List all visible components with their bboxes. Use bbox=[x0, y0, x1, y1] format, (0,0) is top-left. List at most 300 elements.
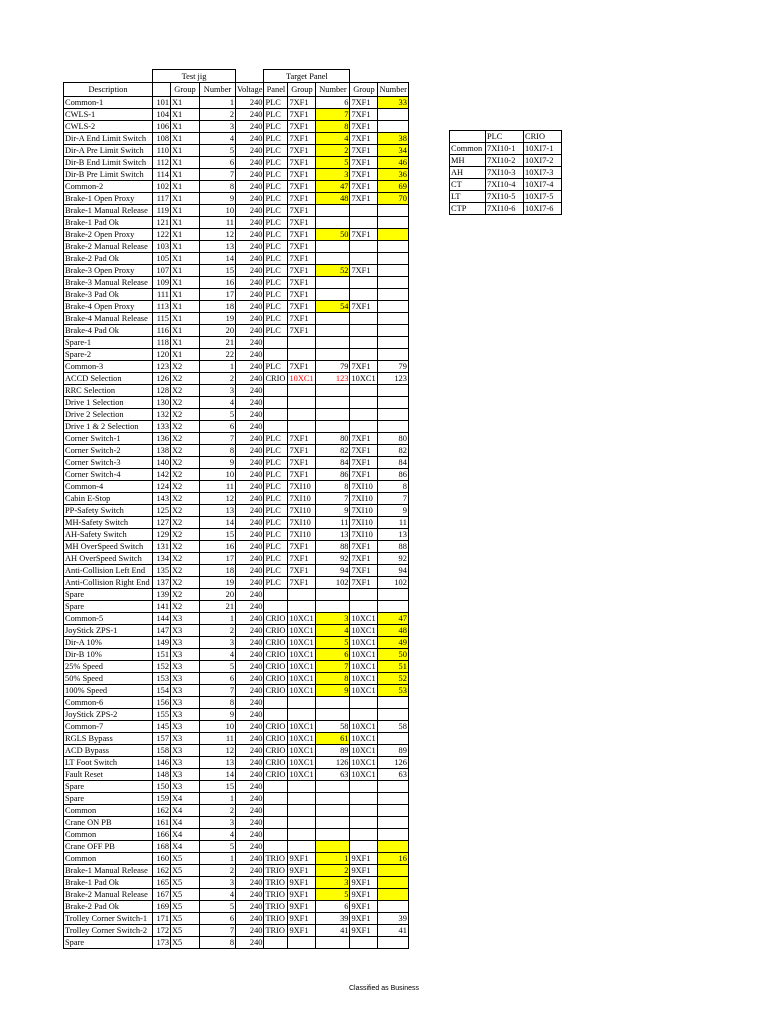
cell-group-2: 10XC1 bbox=[350, 649, 378, 661]
cell-panel: PLC bbox=[264, 205, 288, 217]
cell-voltage: 240 bbox=[236, 469, 264, 481]
cell-number: 12 bbox=[200, 745, 236, 757]
cell-panel: PLC bbox=[264, 289, 288, 301]
cell-voltage: 240 bbox=[236, 421, 264, 433]
cell-group: X4 bbox=[171, 805, 200, 817]
legend-value: 10XI7-2 bbox=[524, 155, 562, 167]
cell-group-2: 10XC1 bbox=[350, 625, 378, 637]
cell-terminal: 155 bbox=[153, 709, 171, 721]
cell-voltage: 240 bbox=[236, 553, 264, 565]
cell-group: X2 bbox=[171, 457, 200, 469]
cell-voltage: 240 bbox=[236, 253, 264, 265]
cell-voltage: 240 bbox=[236, 217, 264, 229]
table-row bbox=[64, 217, 409, 229]
cell-description: Trolley Corner Switch-1 bbox=[64, 913, 153, 925]
legend-row bbox=[450, 179, 562, 191]
cell-terminal: 106 bbox=[153, 121, 171, 133]
cell-terminal: 172 bbox=[153, 925, 171, 937]
cell-target-group bbox=[288, 937, 316, 949]
cell-terminal: 167 bbox=[153, 889, 171, 901]
table-row bbox=[64, 541, 409, 553]
cell-group-2 bbox=[350, 709, 378, 721]
table-row bbox=[64, 457, 409, 469]
cell-group: X5 bbox=[171, 865, 200, 877]
cell-target-group: 9XF1 bbox=[288, 913, 316, 925]
legend-value: 10XI7-5 bbox=[524, 191, 562, 203]
cell-number: 4 bbox=[200, 829, 236, 841]
cell-number-2: 47 bbox=[378, 613, 408, 625]
cell-group-2 bbox=[350, 589, 378, 601]
cell-number: 1 bbox=[200, 853, 236, 865]
cell-description: RGLS Bypass bbox=[64, 733, 153, 745]
cell-voltage: 240 bbox=[236, 865, 264, 877]
cell-description: Spare bbox=[64, 601, 153, 613]
cell-panel: CRIO bbox=[264, 769, 288, 781]
cell-panel bbox=[264, 589, 288, 601]
cell-voltage: 240 bbox=[236, 853, 264, 865]
cell-number-2: 41 bbox=[378, 925, 408, 937]
cell-terminal: 104 bbox=[153, 109, 171, 121]
cell-terminal: 156 bbox=[153, 697, 171, 709]
cell-terminal: 166 bbox=[153, 829, 171, 841]
cell-number: 7 bbox=[200, 169, 236, 181]
cell-group: X1 bbox=[171, 349, 200, 361]
cell-terminal: 150 bbox=[153, 781, 171, 793]
cell-target-number: 39 bbox=[316, 913, 350, 925]
cell-panel bbox=[264, 601, 288, 613]
cell-terminal: 142 bbox=[153, 469, 171, 481]
cell-voltage: 240 bbox=[236, 925, 264, 937]
cell-target-group: 9XF1 bbox=[288, 877, 316, 889]
cell-terminal: 108 bbox=[153, 133, 171, 145]
cell-number-2: 88 bbox=[378, 541, 408, 553]
cell-terminal: 160 bbox=[153, 853, 171, 865]
cell-target-group bbox=[288, 397, 316, 409]
cell-number: 2 bbox=[200, 865, 236, 877]
cell-target-group: 7XF1 bbox=[288, 445, 316, 457]
cell-description: AH OverSpeed Switch bbox=[64, 553, 153, 565]
cell-panel bbox=[264, 697, 288, 709]
table-row bbox=[64, 937, 409, 949]
cell-voltage: 240 bbox=[236, 637, 264, 649]
header-row-columns bbox=[64, 83, 409, 97]
cell-group: X5 bbox=[171, 877, 200, 889]
cell-group-2 bbox=[350, 349, 378, 361]
table-row bbox=[64, 625, 409, 637]
cell-group-2 bbox=[350, 793, 378, 805]
cell-number-2: 123 bbox=[378, 373, 408, 385]
cell-voltage: 240 bbox=[236, 673, 264, 685]
cell-description: Drive 1 Selection bbox=[64, 397, 153, 409]
cell-description: Drive 2 Selection bbox=[64, 409, 153, 421]
cell-target-number: 58 bbox=[316, 721, 350, 733]
cell-group-2: 9XF1 bbox=[350, 853, 378, 865]
cell-number: 10 bbox=[200, 721, 236, 733]
cell-voltage: 240 bbox=[236, 613, 264, 625]
cell-voltage: 240 bbox=[236, 385, 264, 397]
cell-number: 9 bbox=[200, 457, 236, 469]
cell-target-number bbox=[316, 697, 350, 709]
cell-target-group bbox=[288, 841, 316, 853]
cell-group-2: 7XI10 bbox=[350, 493, 378, 505]
cell-number: 2 bbox=[200, 625, 236, 637]
legend-label: MH bbox=[450, 155, 486, 167]
legend-row bbox=[450, 203, 562, 215]
cell-panel: CRIO bbox=[264, 625, 288, 637]
cell-target-group: 7XF1 bbox=[288, 577, 316, 589]
cell-terminal: 146 bbox=[153, 757, 171, 769]
cell-number: 9 bbox=[200, 709, 236, 721]
cell-target-group: 7XF1 bbox=[288, 241, 316, 253]
cell-voltage: 240 bbox=[236, 445, 264, 457]
cell-voltage: 240 bbox=[236, 877, 264, 889]
table-row bbox=[64, 925, 409, 937]
cell-number-2: 49 bbox=[378, 637, 408, 649]
cell-panel: PLC bbox=[264, 301, 288, 313]
cell-target-group: 7XF1 bbox=[288, 301, 316, 313]
cell-voltage: 240 bbox=[236, 937, 264, 949]
table-row bbox=[64, 361, 409, 373]
cell-target-group: 7XF1 bbox=[288, 289, 316, 301]
cell-number-2: 50 bbox=[378, 649, 408, 661]
legend-header-row bbox=[450, 131, 562, 143]
cell-panel: PLC bbox=[264, 265, 288, 277]
cell-description: Brake-4 Pad Ok bbox=[64, 325, 153, 337]
cell-panel: PLC bbox=[264, 457, 288, 469]
cell-description: 100% Speed bbox=[64, 685, 153, 697]
cell-voltage: 240 bbox=[236, 433, 264, 445]
cell-description: Brake-3 Open Proxy bbox=[64, 265, 153, 277]
cell-number: 3 bbox=[200, 637, 236, 649]
table-row bbox=[64, 697, 409, 709]
cell-group: X3 bbox=[171, 637, 200, 649]
cell-target-number: 7 bbox=[316, 109, 350, 121]
cell-number-2: 82 bbox=[378, 445, 408, 457]
cell-number-2: 16 bbox=[378, 853, 408, 865]
cell-voltage: 240 bbox=[236, 109, 264, 121]
cell-number: 7 bbox=[200, 685, 236, 697]
cell-number-2 bbox=[378, 805, 408, 817]
cell-terminal: 110 bbox=[153, 145, 171, 157]
cell-number: 6 bbox=[200, 421, 236, 433]
cell-panel: TRIO bbox=[264, 889, 288, 901]
cell-description: Common bbox=[64, 805, 153, 817]
cell-target-group: 7XI10 bbox=[288, 529, 316, 541]
cell-group: X5 bbox=[171, 853, 200, 865]
table-row bbox=[64, 277, 409, 289]
cell-group: X1 bbox=[171, 181, 200, 193]
cell-number-2 bbox=[378, 817, 408, 829]
cell-group-2: 7XF1 bbox=[350, 193, 378, 205]
legend-value: 10XI7-1 bbox=[524, 143, 562, 155]
table-row bbox=[64, 241, 409, 253]
cell-panel: PLC bbox=[264, 445, 288, 457]
cell-terminal: 101 bbox=[153, 97, 171, 109]
cell-number-2 bbox=[378, 349, 408, 361]
cell-description: Common-3 bbox=[64, 361, 153, 373]
table-row bbox=[64, 649, 409, 661]
table-row bbox=[64, 613, 409, 625]
table-row bbox=[64, 145, 409, 157]
cell-voltage: 240 bbox=[236, 769, 264, 781]
table-row bbox=[64, 577, 409, 589]
cell-target-number: 79 bbox=[316, 361, 350, 373]
cell-number-2: 33 bbox=[378, 97, 408, 109]
cell-number-2 bbox=[378, 841, 408, 853]
cell-number-2 bbox=[378, 781, 408, 793]
cell-target-group: 7XF1 bbox=[288, 553, 316, 565]
cell-number: 2 bbox=[200, 805, 236, 817]
cell-terminal: 171 bbox=[153, 913, 171, 925]
cell-group: X2 bbox=[171, 445, 200, 457]
cell-target-group: 10XC1 bbox=[288, 673, 316, 685]
cell-target-group: 7XF1 bbox=[288, 229, 316, 241]
cell-group-2 bbox=[350, 325, 378, 337]
cell-terminal: 159 bbox=[153, 793, 171, 805]
cell-target-group: 7XF1 bbox=[288, 157, 316, 169]
cell-group-2 bbox=[350, 337, 378, 349]
cell-panel: PLC bbox=[264, 145, 288, 157]
cell-target-group: 7XF1 bbox=[288, 97, 316, 109]
table-row bbox=[64, 205, 409, 217]
cell-target-number: 80 bbox=[316, 433, 350, 445]
cell-panel: PLC bbox=[264, 541, 288, 553]
cell-target-number bbox=[316, 253, 350, 265]
table-row bbox=[64, 313, 409, 325]
cell-description: JoyStick ZPS-1 bbox=[64, 625, 153, 637]
cell-voltage: 240 bbox=[236, 805, 264, 817]
cell-target-number: 8 bbox=[316, 673, 350, 685]
cell-target-number: 2 bbox=[316, 865, 350, 877]
cell-group: X4 bbox=[171, 841, 200, 853]
cell-description: Fault Reset bbox=[64, 769, 153, 781]
cell-number-2 bbox=[378, 385, 408, 397]
cell-voltage: 240 bbox=[236, 181, 264, 193]
cell-number-2 bbox=[378, 253, 408, 265]
cell-target-group: 7XI10 bbox=[288, 517, 316, 529]
cell-target-number: 8 bbox=[316, 121, 350, 133]
cell-target-number bbox=[316, 937, 350, 949]
cell-group-2: 10XC1 bbox=[350, 373, 378, 385]
cell-target-number: 5 bbox=[316, 637, 350, 649]
cell-number: 22 bbox=[200, 349, 236, 361]
cell-number-2 bbox=[378, 409, 408, 421]
cell-terminal: 148 bbox=[153, 769, 171, 781]
cell-group: X1 bbox=[171, 265, 200, 277]
cell-number: 10 bbox=[200, 469, 236, 481]
cell-panel: PLC bbox=[264, 361, 288, 373]
cell-panel: TRIO bbox=[264, 877, 288, 889]
cell-group-2 bbox=[350, 817, 378, 829]
cell-target-number bbox=[316, 409, 350, 421]
cell-number-2 bbox=[378, 829, 408, 841]
cell-group: X1 bbox=[171, 157, 200, 169]
cell-target-number: 54 bbox=[316, 301, 350, 313]
cell-number-2: 36 bbox=[378, 169, 408, 181]
cell-terminal: 121 bbox=[153, 217, 171, 229]
cell-panel bbox=[264, 937, 288, 949]
cell-number: 14 bbox=[200, 253, 236, 265]
cell-number-2 bbox=[378, 205, 408, 217]
cell-target-number bbox=[316, 325, 350, 337]
table-row bbox=[64, 901, 409, 913]
cell-voltage: 240 bbox=[236, 517, 264, 529]
io-mapping-table bbox=[63, 69, 409, 949]
cell-group-2: 10XC1 bbox=[350, 721, 378, 733]
cell-terminal: 162 bbox=[153, 805, 171, 817]
cell-panel: TRIO bbox=[264, 865, 288, 877]
classification-footer: Classified as Business bbox=[348, 985, 420, 992]
legend-label: LT bbox=[450, 191, 486, 203]
table-row bbox=[64, 637, 409, 649]
cell-group-2: 7XI10 bbox=[350, 529, 378, 541]
cell-number: 3 bbox=[200, 877, 236, 889]
table-row bbox=[64, 121, 409, 133]
table-row bbox=[64, 817, 409, 829]
table-row bbox=[64, 373, 409, 385]
cell-number: 17 bbox=[200, 289, 236, 301]
cell-target-group bbox=[288, 589, 316, 601]
cell-voltage: 240 bbox=[236, 757, 264, 769]
cell-voltage: 240 bbox=[236, 601, 264, 613]
cell-number: 15 bbox=[200, 781, 236, 793]
cell-group-2: 7XF1 bbox=[350, 361, 378, 373]
cell-voltage: 240 bbox=[236, 841, 264, 853]
cell-terminal: 102 bbox=[153, 181, 171, 193]
cell-panel: CRIO bbox=[264, 673, 288, 685]
cell-voltage: 240 bbox=[236, 481, 264, 493]
cell-number: 5 bbox=[200, 661, 236, 673]
cell-group-2: 10XC1 bbox=[350, 673, 378, 685]
cell-target-number bbox=[316, 781, 350, 793]
cell-group: X2 bbox=[171, 397, 200, 409]
cell-terminal: 136 bbox=[153, 433, 171, 445]
cell-group: X2 bbox=[171, 565, 200, 577]
cell-panel bbox=[264, 385, 288, 397]
cell-group: X2 bbox=[171, 469, 200, 481]
cell-group: X2 bbox=[171, 601, 200, 613]
cell-description: 25% Speed bbox=[64, 661, 153, 673]
cell-description: Brake-2 Manual Release bbox=[64, 241, 153, 253]
cell-target-number: 8 bbox=[316, 481, 350, 493]
cell-group: X2 bbox=[171, 493, 200, 505]
cell-panel: PLC bbox=[264, 529, 288, 541]
table-row bbox=[64, 769, 409, 781]
cell-target-group bbox=[288, 817, 316, 829]
cell-group-2: 7XF1 bbox=[350, 577, 378, 589]
cell-target-number: 9 bbox=[316, 685, 350, 697]
cell-number: 20 bbox=[200, 325, 236, 337]
cell-number: 13 bbox=[200, 241, 236, 253]
table-row bbox=[64, 589, 409, 601]
cell-group-2 bbox=[350, 697, 378, 709]
cell-terminal: 173 bbox=[153, 937, 171, 949]
cell-group-2: 9XF1 bbox=[350, 913, 378, 925]
cell-group: X1 bbox=[171, 169, 200, 181]
cell-terminal: 124 bbox=[153, 481, 171, 493]
cell-group: X2 bbox=[171, 421, 200, 433]
cell-group-2: 7XF1 bbox=[350, 469, 378, 481]
cell-terminal: 137 bbox=[153, 577, 171, 589]
cell-panel: PLC bbox=[264, 157, 288, 169]
cell-target-number bbox=[316, 709, 350, 721]
legend-label: Common bbox=[450, 143, 486, 155]
col-target-number: Number bbox=[316, 83, 350, 97]
cell-voltage: 240 bbox=[236, 265, 264, 277]
cell-terminal: 122 bbox=[153, 229, 171, 241]
cell-number-2: 70 bbox=[378, 193, 408, 205]
cell-terminal: 107 bbox=[153, 265, 171, 277]
cell-group: X2 bbox=[171, 553, 200, 565]
cell-group: X1 bbox=[171, 241, 200, 253]
cell-description: Anti-Collision Left End bbox=[64, 565, 153, 577]
cell-voltage: 240 bbox=[236, 589, 264, 601]
cell-group-2: 7XF1 bbox=[350, 145, 378, 157]
cell-terminal: 105 bbox=[153, 253, 171, 265]
cell-number-2 bbox=[378, 709, 408, 721]
legend-value: 7XI10-6 bbox=[486, 203, 524, 215]
cell-target-number: 63 bbox=[316, 769, 350, 781]
cell-target-group: 9XF1 bbox=[288, 901, 316, 913]
legend-label: CTP bbox=[450, 203, 486, 215]
cell-number: 6 bbox=[200, 673, 236, 685]
table-row bbox=[64, 301, 409, 313]
cell-target-group: 7XF1 bbox=[288, 361, 316, 373]
cell-group-2: 10XC1 bbox=[350, 613, 378, 625]
cell-voltage: 240 bbox=[236, 133, 264, 145]
cell-target-group: 10XC1 bbox=[288, 625, 316, 637]
cell-group-2 bbox=[350, 253, 378, 265]
cell-number-2 bbox=[378, 793, 408, 805]
cell-target-group: 10XC1 bbox=[288, 733, 316, 745]
cell-number-2 bbox=[378, 241, 408, 253]
cell-number: 7 bbox=[200, 925, 236, 937]
cell-group-2 bbox=[350, 205, 378, 217]
cell-target-number bbox=[316, 205, 350, 217]
cell-description: Common-7 bbox=[64, 721, 153, 733]
cell-description: Dir-B 10% bbox=[64, 649, 153, 661]
cell-target-group: 10XC1 bbox=[288, 613, 316, 625]
cell-number-2 bbox=[378, 865, 408, 877]
cell-group-2: 7XF1 bbox=[350, 229, 378, 241]
cell-description: MH-Safety Switch bbox=[64, 517, 153, 529]
cell-number-2: 7 bbox=[378, 493, 408, 505]
cell-group: X3 bbox=[171, 697, 200, 709]
cell-group-2: 7XI10 bbox=[350, 517, 378, 529]
cell-description: AH-Safety Switch bbox=[64, 529, 153, 541]
cell-number: 14 bbox=[200, 769, 236, 781]
cell-number: 17 bbox=[200, 553, 236, 565]
cell-group-2: 10XC1 bbox=[350, 685, 378, 697]
cell-terminal: 133 bbox=[153, 421, 171, 433]
cell-group: X3 bbox=[171, 769, 200, 781]
cell-description: Cabin E-Stop bbox=[64, 493, 153, 505]
cell-terminal: 132 bbox=[153, 409, 171, 421]
table-row bbox=[64, 829, 409, 841]
cell-number-2: 11 bbox=[378, 517, 408, 529]
cell-target-number: 9 bbox=[316, 505, 350, 517]
col-target-group: Group bbox=[288, 83, 316, 97]
cell-target-number: 86 bbox=[316, 469, 350, 481]
cell-number-2 bbox=[378, 217, 408, 229]
cell-number-2 bbox=[378, 229, 408, 241]
cell-voltage: 240 bbox=[236, 169, 264, 181]
cell-group: X5 bbox=[171, 913, 200, 925]
cell-number: 3 bbox=[200, 817, 236, 829]
cell-target-group: 7XI10 bbox=[288, 481, 316, 493]
cell-target-group bbox=[288, 409, 316, 421]
cell-panel bbox=[264, 709, 288, 721]
